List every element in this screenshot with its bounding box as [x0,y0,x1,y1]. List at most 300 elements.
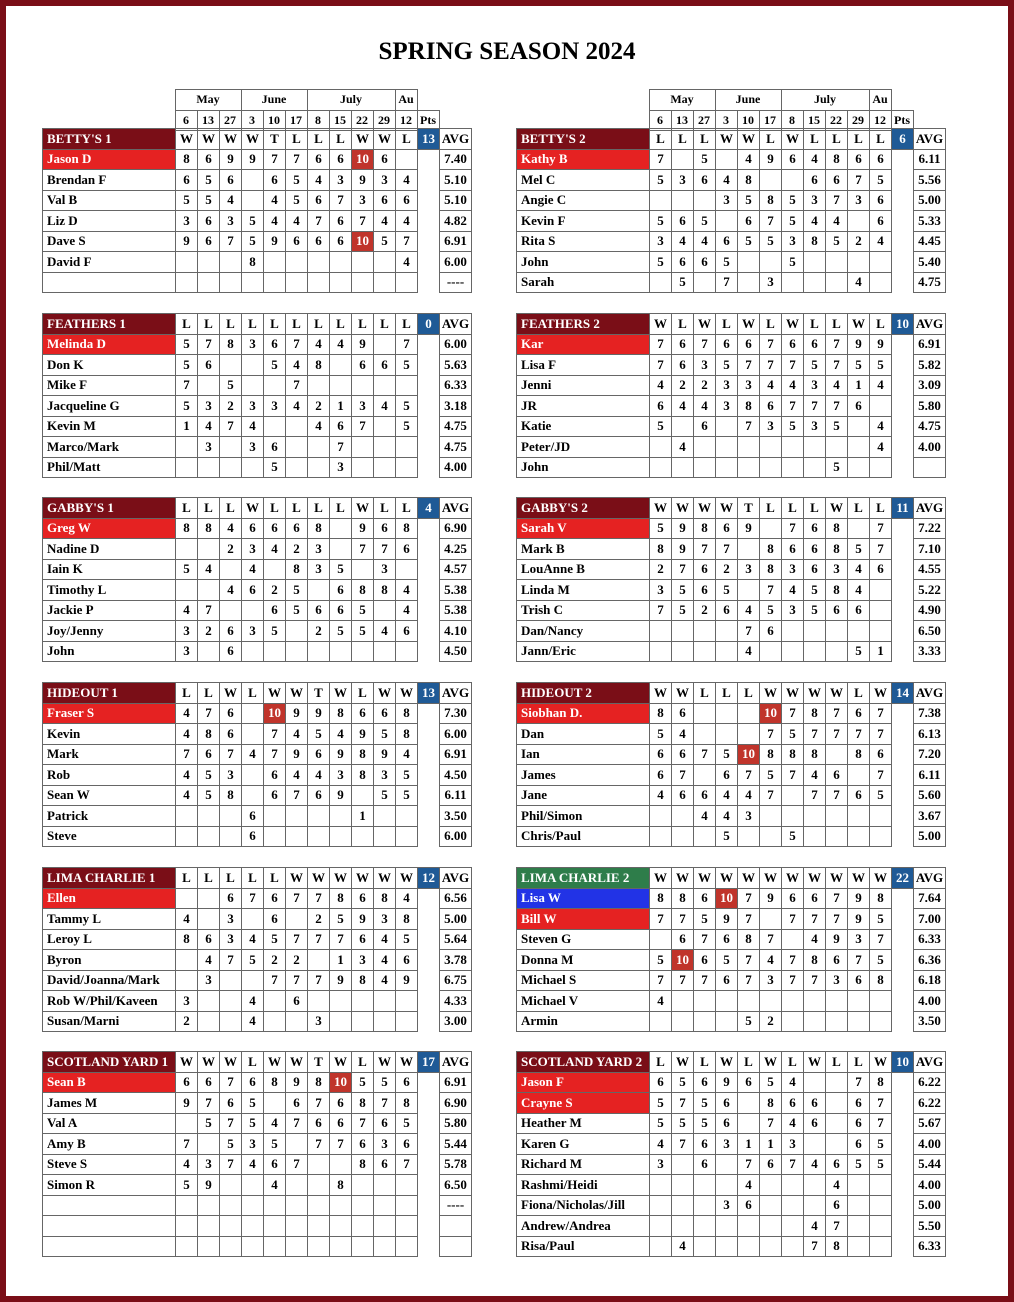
score-cell [738,252,760,273]
spacer [892,580,914,601]
spacer [892,211,914,232]
score-cell [738,539,760,560]
score-cell: 4 [760,375,782,396]
score-cell [848,1195,870,1216]
score-cell: 10 [352,149,374,170]
match-result: L [650,129,672,150]
match-result: L [374,314,396,335]
score-cell [804,272,826,293]
score-cell [220,1236,242,1257]
match-result: L [286,498,308,519]
score-cell [694,190,716,211]
spacer [892,1093,914,1114]
score-cell: 7 [308,1093,330,1114]
score-cell: 5 [694,149,716,170]
score-cell: 2 [672,375,694,396]
spacer [892,1236,914,1257]
score-cell [396,559,418,580]
score-cell [804,1134,826,1155]
match-result: L [396,498,418,519]
score-cell: 6 [286,231,308,252]
match-result: W [330,1052,352,1073]
player-average: 3.33 [914,641,946,662]
score-cell [716,149,738,170]
score-cell: 2 [308,396,330,417]
spacer [418,416,440,437]
score-cell: 4 [374,950,396,971]
score-cell [242,600,264,621]
score-cell [176,1236,198,1257]
score-cell: 6 [694,252,716,273]
score-cell: 9 [330,970,352,991]
score-cell [176,1195,198,1216]
score-cell: 8 [804,950,826,971]
match-result: W [716,498,738,519]
score-cell [286,1216,308,1237]
player-average: 3.00 [440,1011,472,1032]
player-average: 6.11 [914,149,946,170]
table-row [517,991,946,1012]
score-cell: 7 [826,355,848,376]
avg-label: AVG [440,498,472,519]
score-cell: 4 [826,375,848,396]
score-cell [694,1236,716,1257]
table-row [43,744,472,765]
score-cell: 9 [330,785,352,806]
score-cell [782,991,804,1012]
score-cell [330,272,352,293]
score-cell: 7 [650,970,672,991]
score-cell: 7 [782,970,804,991]
score-cell: 7 [176,744,198,765]
player-name: Kevin [43,724,176,745]
match-result: L [308,498,330,519]
player-name: James [517,765,650,786]
score-cell: 10 [760,703,782,724]
player-average: 6.36 [914,950,946,971]
date-label: 27 [693,110,715,131]
avg-label: AVG [440,683,472,704]
match-result: L [848,129,870,150]
score-cell [650,826,672,847]
score-cell [220,1011,242,1032]
table-row [517,950,946,971]
table-row [517,744,946,765]
score-cell [870,991,892,1012]
score-cell [782,621,804,642]
score-cell [308,1195,330,1216]
table-row [517,1134,946,1155]
score-cell: 6 [396,1072,418,1093]
player-average: 4.50 [440,765,472,786]
score-cell: 3 [804,190,826,211]
player-name: Jason D [43,149,176,170]
score-cell [330,518,352,539]
score-cell: 2 [286,950,308,971]
score-cell [848,991,870,1012]
spacer [892,518,914,539]
match-result: W [220,129,242,150]
score-cell [738,991,760,1012]
player-name: Don K [43,355,176,376]
score-cell [672,416,694,437]
score-cell: 4 [286,724,308,745]
score-cell: 3 [220,765,242,786]
match-result: W [694,498,716,519]
player-average: 4.75 [440,416,472,437]
score-cell: 6 [782,334,804,355]
score-cell: 2 [694,375,716,396]
date-label: 15 [329,110,351,131]
score-cell [176,806,198,827]
score-cell [870,252,892,273]
match-result: W [870,1052,892,1073]
player-name: Phil/Simon [517,806,650,827]
team-table [516,128,946,293]
score-cell [198,826,220,847]
score-cell: 4 [264,1175,286,1196]
table-row [43,1154,472,1175]
score-cell: 5 [650,518,672,539]
score-cell: 6 [694,580,716,601]
score-cell [220,1175,242,1196]
date-label: 10 [737,110,759,131]
match-result: W [672,1052,694,1073]
score-cell: 7 [672,1093,694,1114]
score-cell: 6 [716,765,738,786]
score-cell: 7 [804,909,826,930]
match-result: L [826,314,848,335]
spacer [913,90,945,111]
score-cell: 6 [264,437,286,458]
score-cell [396,826,418,847]
score-cell: 3 [242,1134,264,1155]
score-cell: 6 [198,211,220,232]
score-cell: 7 [870,765,892,786]
score-cell: 4 [264,1113,286,1134]
score-cell: 5 [374,785,396,806]
player-name: Mel C [517,170,650,191]
score-cell: 6 [848,600,870,621]
table-row [43,170,472,191]
score-cell: 3 [308,559,330,580]
month-label: June [715,90,781,111]
date-label: 27 [219,110,241,131]
score-cell: 6 [242,826,264,847]
spacer [418,1175,440,1196]
player-average: 5.38 [440,580,472,601]
player-name: Jackie P [43,600,176,621]
score-cell: 5 [650,252,672,273]
score-cell [242,1175,264,1196]
score-cell [220,1216,242,1237]
player-name: Val A [43,1113,176,1134]
spacer [439,90,471,111]
score-cell [374,806,396,827]
match-result: L [220,868,242,889]
score-cell [672,621,694,642]
score-cell [694,703,716,724]
match-result: W [374,1052,396,1073]
score-cell [198,539,220,560]
score-cell: 4 [672,724,694,745]
score-cell [242,272,264,293]
player-name: Lisa W [517,888,650,909]
score-cell: 4 [198,559,220,580]
calendar-header [516,89,945,131]
score-cell: 6 [804,1113,826,1134]
score-cell [782,1011,804,1032]
match-result: L [374,498,396,519]
score-cell [176,252,198,273]
score-cell [286,1011,308,1032]
score-cell: 8 [738,170,760,191]
player-average: 6.00 [440,334,472,355]
match-result: T [264,129,286,150]
score-cell [396,1195,418,1216]
spacer [418,703,440,724]
score-cell: 5 [760,1072,782,1093]
match-result: W [352,129,374,150]
score-cell: 6 [396,1134,418,1155]
score-cell: 4 [672,396,694,417]
score-cell: 3 [176,621,198,642]
score-cell: 6 [220,1093,242,1114]
match-result: W [672,683,694,704]
score-cell: 4 [738,641,760,662]
match-result: L [198,498,220,519]
score-cell [826,621,848,642]
spacer [892,970,914,991]
score-cell [760,1195,782,1216]
score-cell: 7 [330,929,352,950]
score-cell [672,190,694,211]
match-result: W [286,868,308,889]
score-cell [738,703,760,724]
score-cell: 3 [176,641,198,662]
score-cell: 9 [716,1072,738,1093]
table-row [43,826,472,847]
score-cell: 7 [264,970,286,991]
score-cell: 3 [650,580,672,601]
table-row [43,518,472,539]
score-cell: 4 [396,170,418,191]
match-result: W [396,1052,418,1073]
score-cell [396,272,418,293]
score-cell: 6 [826,600,848,621]
player-average: 5.00 [914,190,946,211]
score-cell: 4 [848,559,870,580]
score-cell: 1 [176,416,198,437]
match-result: L [672,129,694,150]
score-cell: 4 [374,621,396,642]
score-cell [220,806,242,827]
spacer [892,621,914,642]
score-cell: 5 [782,190,804,211]
date-label: 8 [307,110,329,131]
score-cell: 5 [826,416,848,437]
score-cell [242,457,264,478]
table-row [43,806,472,827]
score-cell [330,1195,352,1216]
spacer [418,1216,440,1237]
score-cell: 7 [176,1134,198,1155]
match-result: W [176,1052,198,1073]
table-row [43,991,472,1012]
spacer [892,396,914,417]
score-cell [308,1216,330,1237]
team-table [42,682,472,847]
score-cell: 6 [826,765,848,786]
score-cell [220,600,242,621]
table-row [517,375,946,396]
score-cell: 5 [870,1134,892,1155]
score-cell: 8 [264,1072,286,1093]
player-name: Jacqueline G [43,396,176,417]
score-cell: 3 [220,909,242,930]
score-cell [176,826,198,847]
score-cell: 2 [848,231,870,252]
score-cell: 3 [308,539,330,560]
score-cell: 5 [848,641,870,662]
match-result: L [716,683,738,704]
score-cell: 8 [308,518,330,539]
avg-label: AVG [914,683,946,704]
spacer [418,518,440,539]
score-cell: 5 [804,355,826,376]
score-cell [804,641,826,662]
score-cell: 9 [176,231,198,252]
score-cell [848,1175,870,1196]
score-cell: 6 [716,970,738,991]
match-result: W [650,683,672,704]
score-cell: 6 [782,888,804,909]
score-cell: 7 [308,888,330,909]
score-cell: 1 [870,641,892,662]
score-cell: 7 [826,334,848,355]
score-cell [650,1236,672,1257]
score-cell [308,641,330,662]
score-cell: 8 [352,580,374,601]
score-cell: 5 [672,580,694,601]
table-row [43,765,472,786]
score-cell: 10 [672,950,694,971]
match-result: L [264,314,286,335]
score-cell [176,970,198,991]
score-cell [782,1195,804,1216]
score-cell: 7 [650,149,672,170]
player-average: 4.82 [440,211,472,232]
spacer [892,600,914,621]
match-result: W [352,868,374,889]
date-label: 12 [395,110,417,131]
score-cell: 4 [694,396,716,417]
score-cell [650,437,672,458]
score-cell: 7 [848,1072,870,1093]
points-badge: 10 [892,314,914,335]
score-cell [308,991,330,1012]
score-cell [848,765,870,786]
match-result: W [176,129,198,150]
player-average: 6.00 [440,826,472,847]
score-cell: 7 [826,1216,848,1237]
match-result: L [198,683,220,704]
score-cell [330,252,352,273]
score-cell [286,806,308,827]
score-cell [352,1175,374,1196]
score-cell [396,1175,418,1196]
player-average: 5.78 [440,1154,472,1175]
avg-label: AVG [914,498,946,519]
score-cell: 6 [264,909,286,930]
score-cell: 4 [650,785,672,806]
score-cell: 6 [738,1195,760,1216]
table-row [517,785,946,806]
score-cell: 9 [352,170,374,191]
score-cell: 8 [330,888,352,909]
table-row [43,888,472,909]
score-cell [286,1134,308,1155]
player-name: Crayne S [517,1093,650,1114]
score-cell [286,272,308,293]
score-cell: 5 [352,1072,374,1093]
player-average: 5.38 [440,600,472,621]
score-cell [694,724,716,745]
score-cell: 7 [330,190,352,211]
score-cell [286,437,308,458]
spacer [892,909,914,930]
player-average: ---- [440,1195,472,1216]
score-cell: 7 [760,785,782,806]
match-result: W [352,498,374,519]
spacer [418,929,440,950]
player-name: Jann/Eric [517,641,650,662]
score-cell: 3 [374,559,396,580]
score-cell [760,1216,782,1237]
score-cell [804,806,826,827]
score-cell: 4 [738,600,760,621]
score-cell: 5 [264,457,286,478]
match-result: L [782,498,804,519]
score-cell: 7 [330,1134,352,1155]
player-name: Liz D [43,211,176,232]
spacer [892,437,914,458]
match-result: L [738,1052,760,1073]
match-result: W [738,129,760,150]
player-name: Dan [517,724,650,745]
spacer [892,416,914,437]
score-cell [694,1216,716,1237]
score-cell: 3 [738,375,760,396]
date-label: 13 [197,110,219,131]
score-cell: 5 [396,1113,418,1134]
score-cell: 7 [650,334,672,355]
match-result: L [286,314,308,335]
score-cell [330,826,352,847]
table-row [517,806,946,827]
score-cell: 6 [330,580,352,601]
month-label: July [307,90,395,111]
score-cell: 6 [198,149,220,170]
match-result: W [374,129,396,150]
score-cell [694,765,716,786]
score-cell [396,375,418,396]
score-cell: 6 [220,621,242,642]
score-cell: 7 [826,396,848,417]
score-cell: 8 [804,231,826,252]
score-cell [694,1011,716,1032]
avg-label: AVG [914,1052,946,1073]
